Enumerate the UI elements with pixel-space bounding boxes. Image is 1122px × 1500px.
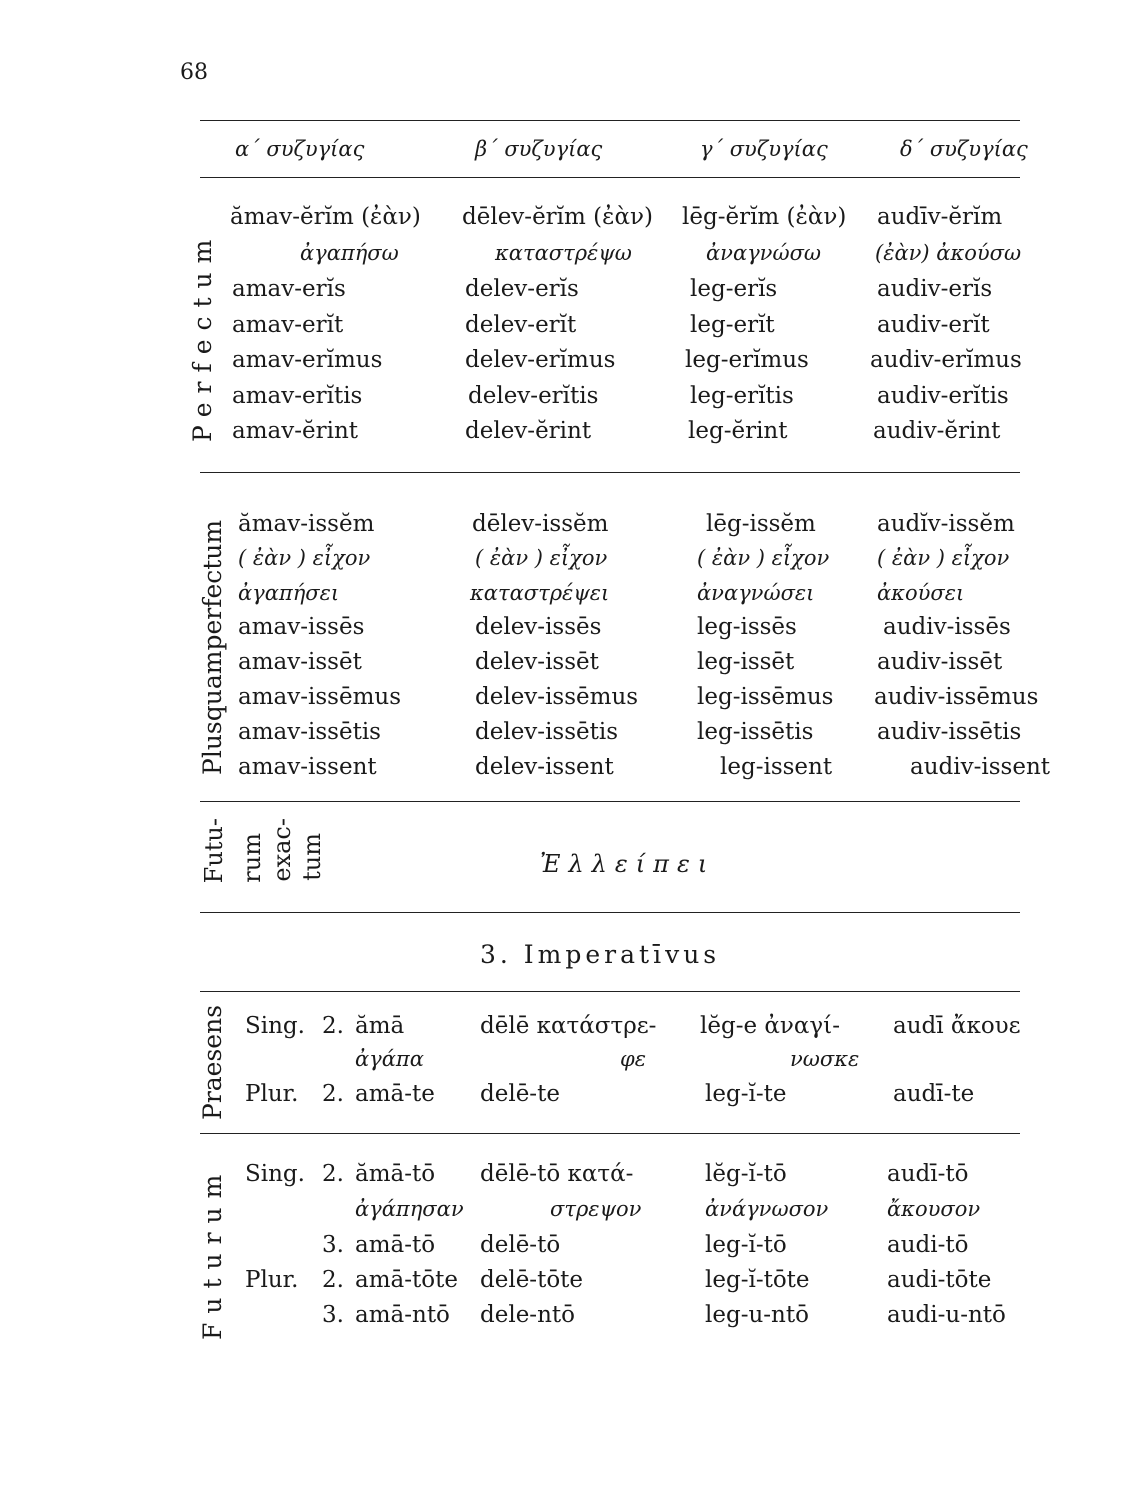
praesens-sing-c3-gr: νωσκε bbox=[790, 1047, 860, 1071]
praesens-label: Praesens bbox=[198, 1004, 227, 1120]
futurum-sing-label: Sing. bbox=[245, 1161, 305, 1187]
perf-r5-c1: amav-erĭmus bbox=[232, 347, 383, 373]
praesens-sing-c2-gr: φε bbox=[620, 1047, 646, 1071]
plq-r6-c4: audiv-issēmus bbox=[874, 684, 1039, 710]
perf-r1-c4: audīv-ĕrĭm bbox=[877, 204, 1003, 230]
futurum-sing3-c2: delē-tō bbox=[480, 1232, 561, 1258]
praesens-sing-c3: lĕg-e ἀναγί- bbox=[700, 1013, 840, 1039]
futurum-sing2-c4-gr: ἄκουσον bbox=[887, 1197, 981, 1221]
plq-r2-c2: ( ἐὰν ) εἶχον bbox=[475, 546, 608, 570]
futurum-plur3-c2: dele-ntō bbox=[480, 1302, 575, 1328]
futurum-sing2-c1-gr: ἀγάπησαν bbox=[355, 1197, 464, 1221]
plq-r7-c4: audiv-issētis bbox=[877, 719, 1022, 745]
praesens-plur-label: Plur. bbox=[245, 1081, 299, 1107]
futurum-exactum-label-3: exac- bbox=[268, 818, 296, 882]
plq-r4-c4: audiv-issēs bbox=[883, 614, 1011, 640]
plq-r6-c3: leg-issēmus bbox=[697, 684, 834, 710]
futurum-plur-label: Plur. bbox=[245, 1267, 299, 1293]
plq-r3-c3: ἀναγνώσει bbox=[697, 581, 815, 605]
perf-r6-c4: audiv-erĭtis bbox=[877, 383, 1009, 409]
plq-r7-c3: leg-issētis bbox=[697, 719, 814, 745]
futurum-sing2-c2: dēlē-tō κατά- bbox=[480, 1161, 634, 1187]
perf-r3-c4: audiv-erĭs bbox=[877, 276, 993, 302]
plq-r2-c4: ( ἐὰν ) εἶχον bbox=[877, 546, 1010, 570]
perf-r4-c1: amav-erĭt bbox=[232, 312, 344, 338]
futurum-exactum-label-2: rum bbox=[238, 833, 266, 883]
perf-r7-c3: leg-ĕrint bbox=[688, 418, 788, 444]
column-header-4: δ΄ συζυγίας bbox=[900, 137, 1028, 161]
futurum-sing3-c1: amā-tō bbox=[355, 1232, 436, 1258]
plq-r1-c2: dēlev-issĕm bbox=[472, 511, 609, 537]
plusquamperfectum-label: Plusquamperfectum bbox=[198, 519, 227, 775]
plq-r4-c1: amav-issēs bbox=[238, 614, 365, 640]
futurum-sing2-c1: ămā-tō bbox=[355, 1161, 436, 1187]
futurum-plur3-c4: audi-u-ntō bbox=[887, 1302, 1006, 1328]
praesens-sing-c1-gr: ἀγάπα bbox=[355, 1047, 424, 1071]
futurum-plur3-num: 3. bbox=[322, 1302, 344, 1328]
plq-r7-c1: amav-issētis bbox=[238, 719, 381, 745]
plq-r1-c4: audĭv-issĕm bbox=[877, 511, 1015, 537]
rule-plusquam-end bbox=[200, 801, 1020, 802]
perf-r7-c2: delev-ĕrint bbox=[465, 418, 592, 444]
plq-r5-c1: amav-issēt bbox=[238, 649, 362, 675]
perf-r2-c4: (ἐὰν) ἀκούσω bbox=[875, 241, 1022, 265]
perf-r6-c2: delev-erĭtis bbox=[468, 383, 599, 409]
plq-r8-c4: audiv-issent bbox=[910, 754, 1050, 780]
rule-perfectum-end bbox=[200, 472, 1020, 473]
perf-r5-c4: audiv-erĭmus bbox=[870, 347, 1022, 373]
column-header-1: α΄ συζυγίας bbox=[235, 137, 365, 161]
futurum-sing3-c4: audi-tō bbox=[887, 1232, 969, 1258]
perf-r2-c3: ἀναγνώσω bbox=[706, 241, 822, 265]
plq-r4-c2: delev-issēs bbox=[475, 614, 602, 640]
perf-r6-c1: amav-erĭtis bbox=[232, 383, 363, 409]
rule-futex-end bbox=[200, 912, 1020, 913]
rule-praesens-end bbox=[200, 1133, 1020, 1134]
plq-r2-c3: ( ἐὰν ) εἶχον bbox=[697, 546, 830, 570]
perf-r2-c2: καταστρέψω bbox=[495, 241, 632, 265]
plq-r5-c2: delev-issēt bbox=[475, 649, 599, 675]
rule-top bbox=[200, 120, 1020, 121]
futurum-plur3-c3: leg-u-ntō bbox=[705, 1302, 809, 1328]
perf-r5-c3: leg-erĭmus bbox=[685, 347, 809, 373]
praesens-sing-label: Sing. bbox=[245, 1013, 305, 1039]
perfectum-label: Perfectum bbox=[188, 230, 217, 442]
rule-header bbox=[200, 177, 1020, 178]
futurum-sing3-num: 3. bbox=[322, 1232, 344, 1258]
perf-r4-c4: audiv-erĭt bbox=[877, 312, 990, 338]
perf-r3-c3: leg-erĭs bbox=[690, 276, 778, 302]
futurum-label: Futurum bbox=[198, 1165, 227, 1340]
perf-r6-c3: leg-erĭtis bbox=[690, 383, 794, 409]
plq-r3-c1: ἀγαπήσει bbox=[238, 581, 340, 605]
futurum-plur2-c2: delē-tōte bbox=[480, 1267, 584, 1293]
perf-r1-c2: dēlev-ĕrĭm (ἐὰν) bbox=[462, 204, 653, 230]
plq-r6-c1: amav-issēmus bbox=[238, 684, 401, 710]
plq-r8-c1: amav-issent bbox=[238, 754, 377, 780]
praesens-plur-c1: amā-te bbox=[355, 1081, 435, 1107]
plq-r4-c3: leg-issēs bbox=[697, 614, 797, 640]
perf-r5-c2: delev-erĭmus bbox=[465, 347, 616, 373]
futurum-exactum-label-4: tum bbox=[298, 833, 326, 881]
praesens-plur-num: 2. bbox=[322, 1081, 344, 1107]
plq-r7-c2: delev-issētis bbox=[475, 719, 619, 745]
futurum-sing2-c2-gr: στρεψον bbox=[550, 1197, 642, 1221]
futurum-sing2-c4: audī-tō bbox=[887, 1161, 969, 1187]
plq-r3-c2: καταστρέψει bbox=[470, 581, 610, 605]
perf-r3-c1: amav-erĭs bbox=[232, 276, 346, 302]
plq-r5-c3: leg-issēt bbox=[697, 649, 795, 675]
column-header-3: γ΄ συζυγίας bbox=[700, 137, 828, 161]
praesens-sing-c4: audī ἄκουε bbox=[893, 1013, 1021, 1039]
praesens-sing-c1: ămā bbox=[355, 1013, 405, 1039]
plq-r1-c3: lēg-issĕm bbox=[706, 511, 816, 537]
perf-r1-c1: ămav-ĕrĭm (ἐὰν) bbox=[230, 204, 421, 230]
futurum-exactum-label-1: Futu- bbox=[200, 818, 228, 884]
futurum-sing2-c3: lĕg-ĭ-tō bbox=[705, 1161, 787, 1187]
perf-r7-c1: amav-ĕrint bbox=[232, 418, 359, 444]
perf-r2-c1: ἀγαπήσω bbox=[300, 241, 399, 265]
praesens-sing-num: 2. bbox=[322, 1013, 344, 1039]
rule-imperativus-end bbox=[200, 991, 1020, 992]
futurum-plur2-c1: amā-tōte bbox=[355, 1267, 458, 1293]
plq-r1-c1: ămav-issĕm bbox=[238, 511, 375, 537]
column-header-2: β΄ συζυγίας bbox=[475, 137, 603, 161]
plq-r3-c4: ἀκούσει bbox=[877, 581, 965, 605]
praesens-sing-c2: dēlē κατάστρε- bbox=[480, 1013, 657, 1039]
perf-r4-c2: delev-erĭt bbox=[465, 312, 577, 338]
perf-r3-c2: delev-erĭs bbox=[465, 276, 579, 302]
imperativus-title: 3. Imperatīvus bbox=[480, 940, 721, 969]
perf-r1-c3: lēg-ĕrĭm (ἐὰν) bbox=[682, 204, 847, 230]
praesens-plur-c4: audī-te bbox=[893, 1081, 975, 1107]
futurum-sing2-num: 2. bbox=[322, 1161, 344, 1187]
plq-r5-c4: audiv-issēt bbox=[877, 649, 1003, 675]
futurum-plur3-c1: amā-ntō bbox=[355, 1302, 450, 1328]
futurum-exactum-text: Ἐλλείπει bbox=[540, 850, 716, 878]
futurum-plur2-c4: audi-tōte bbox=[887, 1267, 992, 1293]
plq-r8-c2: delev-issent bbox=[475, 754, 614, 780]
praesens-plur-c3: leg-ĭ-te bbox=[705, 1081, 787, 1107]
plq-r2-c1: ( ἐὰν ) εἶχον bbox=[238, 546, 371, 570]
praesens-plur-c2: delē-te bbox=[480, 1081, 560, 1107]
plq-r6-c2: delev-issēmus bbox=[475, 684, 639, 710]
page-number: 68 bbox=[180, 60, 208, 85]
futurum-sing2-c3-gr: ἀνάγνωσον bbox=[705, 1197, 829, 1221]
futurum-plur2-num: 2. bbox=[322, 1267, 344, 1293]
futurum-plur2-c3: leg-ĭ-tōte bbox=[705, 1267, 810, 1293]
perf-r4-c3: leg-erĭt bbox=[690, 312, 775, 338]
futurum-sing3-c3: leg-ĭ-tō bbox=[705, 1232, 787, 1258]
perf-r7-c4: audiv-ĕrint bbox=[873, 418, 1001, 444]
plq-r8-c3: leg-issent bbox=[720, 754, 833, 780]
